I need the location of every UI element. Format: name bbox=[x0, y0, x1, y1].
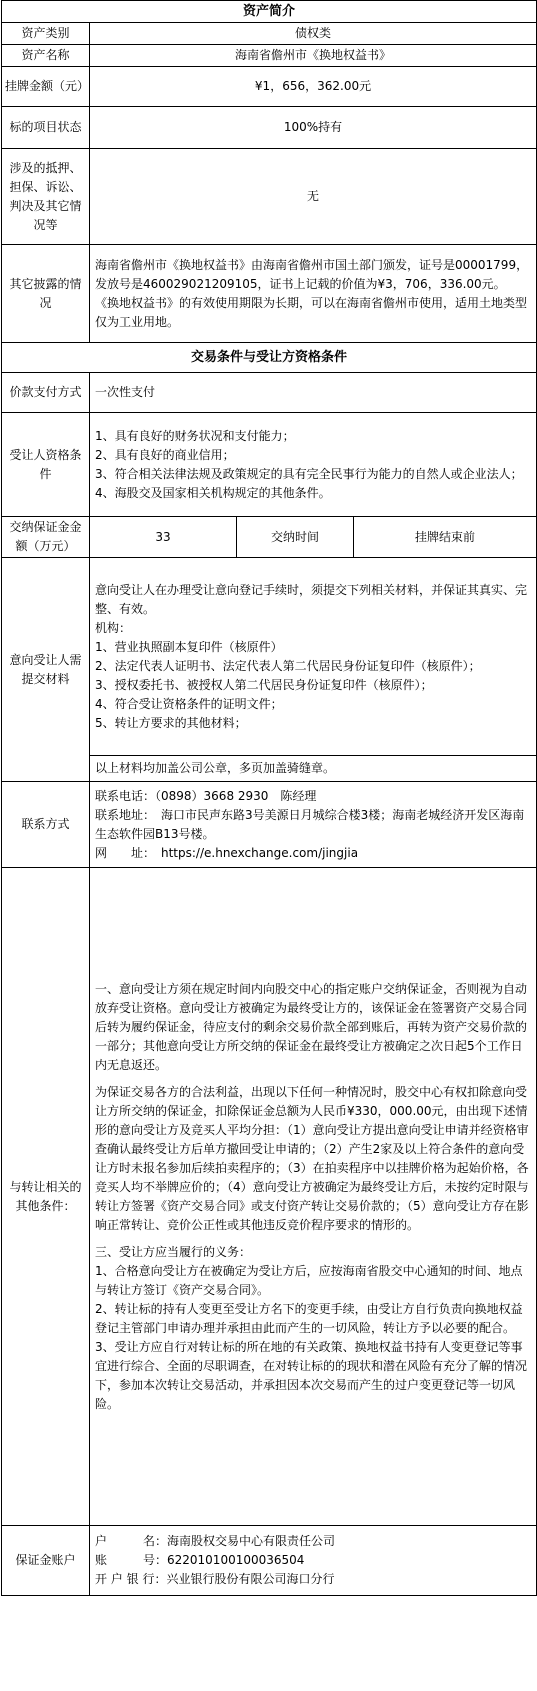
materials-org: 机构： bbox=[95, 620, 132, 635]
disclosure-value bbox=[90, 245, 537, 343]
materials-value bbox=[90, 558, 537, 756]
materials-item: 5、转让方要求的其他材料； bbox=[95, 715, 247, 730]
deposit-time-label: 交纳时间 bbox=[237, 517, 354, 558]
materials-item: 4、符合受让资格条件的证明文件； bbox=[95, 696, 283, 711]
contact-website: 网 址： https://e.hnexchange.com/jingjia bbox=[95, 845, 359, 860]
materials-note: 以上材料均加盖公司公章，多页加盖骑缝章。 bbox=[90, 756, 537, 782]
account-name: 户 名：海南股权交易中心有限责任公司 bbox=[95, 1534, 336, 1548]
listing-price-label: 挂牌金额（元） bbox=[2, 67, 90, 107]
qualification-item: 2、具有良好的商业信用； bbox=[95, 447, 235, 462]
account-number: 账 号：622010100100036504 bbox=[95, 1553, 305, 1567]
other-conditions-value bbox=[90, 868, 537, 1526]
qualification-label: 受让人资格条件 bbox=[2, 413, 90, 517]
asset-name-label: 资产名称 bbox=[2, 45, 90, 67]
materials-intro: 意向受让人在办理受让意向登记手续时，须提交下列相关材料，并保证其真实、完整、有效。 bbox=[95, 582, 528, 616]
other-paragraph-1: 一、意向受让方须在规定时间内向股交中心的指定账户交纳保证金，否则视为自动放弃受让资格。意向受让方被确定为最终受让方的，该保证金在签署资产交易合同后转为履约保证金，待应支付的剩余交易价款全部到账后，再转为资产交易价款的一部分；其他意向受让方所交纳的保证金在最终受让方被确定之次日起5个工作日内无息返还。 bbox=[95, 981, 528, 1072]
contact-value bbox=[90, 782, 537, 868]
qualification-value bbox=[90, 413, 537, 517]
other-conditions-label: 与转让相关的其他条件： bbox=[2, 868, 90, 1526]
other-paragraph-6: 3、受让方应自行对转让标的所在地的有关政策、换地权益书持有人变更登记等事宜进行综合、全面的尽职调查，在对转让标的的现状和潜在风险有充分了解的情况下，参加本次转让交易活动，并承担因本次交易而产生的过户变更登记等一切风险。 bbox=[95, 1339, 528, 1411]
other-paragraph-4: 1、合格意向受让方在被确定为受让方后，应按海南省股交中心通知的时间、地点与转让方签订《资产交易合同》。 bbox=[95, 1263, 523, 1297]
disclosure-paragraph-2: 《换地权益书》的有效使用期限为长期，可以在海南省儋州市使用，适用土地类型仅为工业用地。 bbox=[95, 295, 528, 329]
payment-label: 价款支付方式 bbox=[2, 373, 90, 413]
account-value bbox=[90, 1526, 537, 1596]
contact-label: 联系方式 bbox=[2, 782, 90, 868]
materials-label: 意向受让人需提交材料 bbox=[2, 558, 90, 782]
asset-type-label: 资产类别 bbox=[2, 23, 90, 45]
contact-phone: 联系电话：（0898）3668 2930 陈经理 bbox=[95, 788, 317, 803]
disclosure-label: 其它披露的情况 bbox=[2, 245, 90, 343]
contact-address: 联系地址： 海口市民声东路3号美源日月城综合楼3楼；海南老城经济开发区海南生态软件园B13号楼。 bbox=[95, 807, 525, 841]
qualification-item: 1、具有良好的财务状况和支付能力； bbox=[95, 428, 295, 443]
disclosure-paragraph-1: 海南省儋州市《换地权益书》由海南省儋州市国土部门颁发，证号是00001799，发放号是460029021209105，证书上记载的价值为¥3，706，336.00元。 bbox=[95, 257, 529, 291]
section-title-trade-conditions: 交易条件与受让方资格条件 bbox=[2, 343, 537, 373]
account-label: 保证金账户 bbox=[2, 1526, 90, 1596]
asset-name-value: 海南省儋州市《换地权益书》 bbox=[90, 45, 537, 67]
deposit-time-value: 挂牌结束前 bbox=[354, 517, 537, 558]
asset-info-table bbox=[1, 0, 537, 1596]
payment-value: 一次性支付 bbox=[90, 373, 537, 413]
asset-type-value: 债权类 bbox=[90, 23, 537, 45]
deposit-value: 33 bbox=[90, 517, 237, 558]
other-paragraph-5: 2、转让标的持有人变更至受让方名下的变更手续，由受让方自行负责向换地权益登记主管部门申请办理并承担由此而产生的一切风险，转让方予以必要的配合。 bbox=[95, 1301, 523, 1335]
account-bank: 开 户 银 行：兴业银行股份有限公司海口分行 bbox=[95, 1572, 335, 1586]
qualification-item: 4、海股交及国家相关机构规定的其他条件。 bbox=[95, 485, 331, 500]
other-paragraph-3: 三、受让方应当履行的义务： bbox=[95, 1244, 252, 1259]
encumbrance-value: 无 bbox=[90, 149, 537, 245]
listing-price-value: ¥1，656，362.00元 bbox=[90, 67, 537, 107]
encumbrance-label: 涉及的抵押、担保、诉讼、判决及其它情况等 bbox=[2, 149, 90, 245]
materials-item: 2、法定代表人证明书、法定代表人第二代居民身份证复印件（核原件）； bbox=[95, 658, 481, 673]
status-value: 100%持有 bbox=[90, 107, 537, 149]
materials-item: 1、营业执照副本复印件（核原件） bbox=[95, 639, 283, 654]
qualification-item: 3、符合相关法律法规及政策规定的具有完全民事行为能力的自然人或企业法人； bbox=[95, 466, 523, 481]
deposit-label: 交纳保证金金额（万元） bbox=[2, 517, 90, 558]
status-label: 标的项目状态 bbox=[2, 107, 90, 149]
materials-item: 3、授权委托书、被授权人第二代居民身份证复印件（核原件）； bbox=[95, 677, 433, 692]
section-title-asset-intro: 资产简介 bbox=[2, 1, 537, 23]
other-paragraph-2: 为保证交易各方的合法利益，出现以下任何一种情况时，股交中心有权扣除意向受让方所交纳的保证金，扣除保证金总额为人民币¥330，000.00元，由出现下述情形的意向受让方及竞买人平均分担：（1）意向受让方提出意向受让申请并经资格审查确认最终受让方后单方撤回受让申请的；（2）产生2家及以上符合条件的意向受让方时未报名参加后续拍卖程序的；（3）在拍卖程序中以挂牌价格为起始价格，各竞买人均不举牌应价的；（4）意向受让方被确定为最终受让方后，未按约定时限与转让方签署《资产交易合同》或支付资产转让交易价款的；（5）意向受让方存在影响正常转让、竞价公正性或其他违反竞价程序要求的情形的。 bbox=[95, 1084, 529, 1232]
